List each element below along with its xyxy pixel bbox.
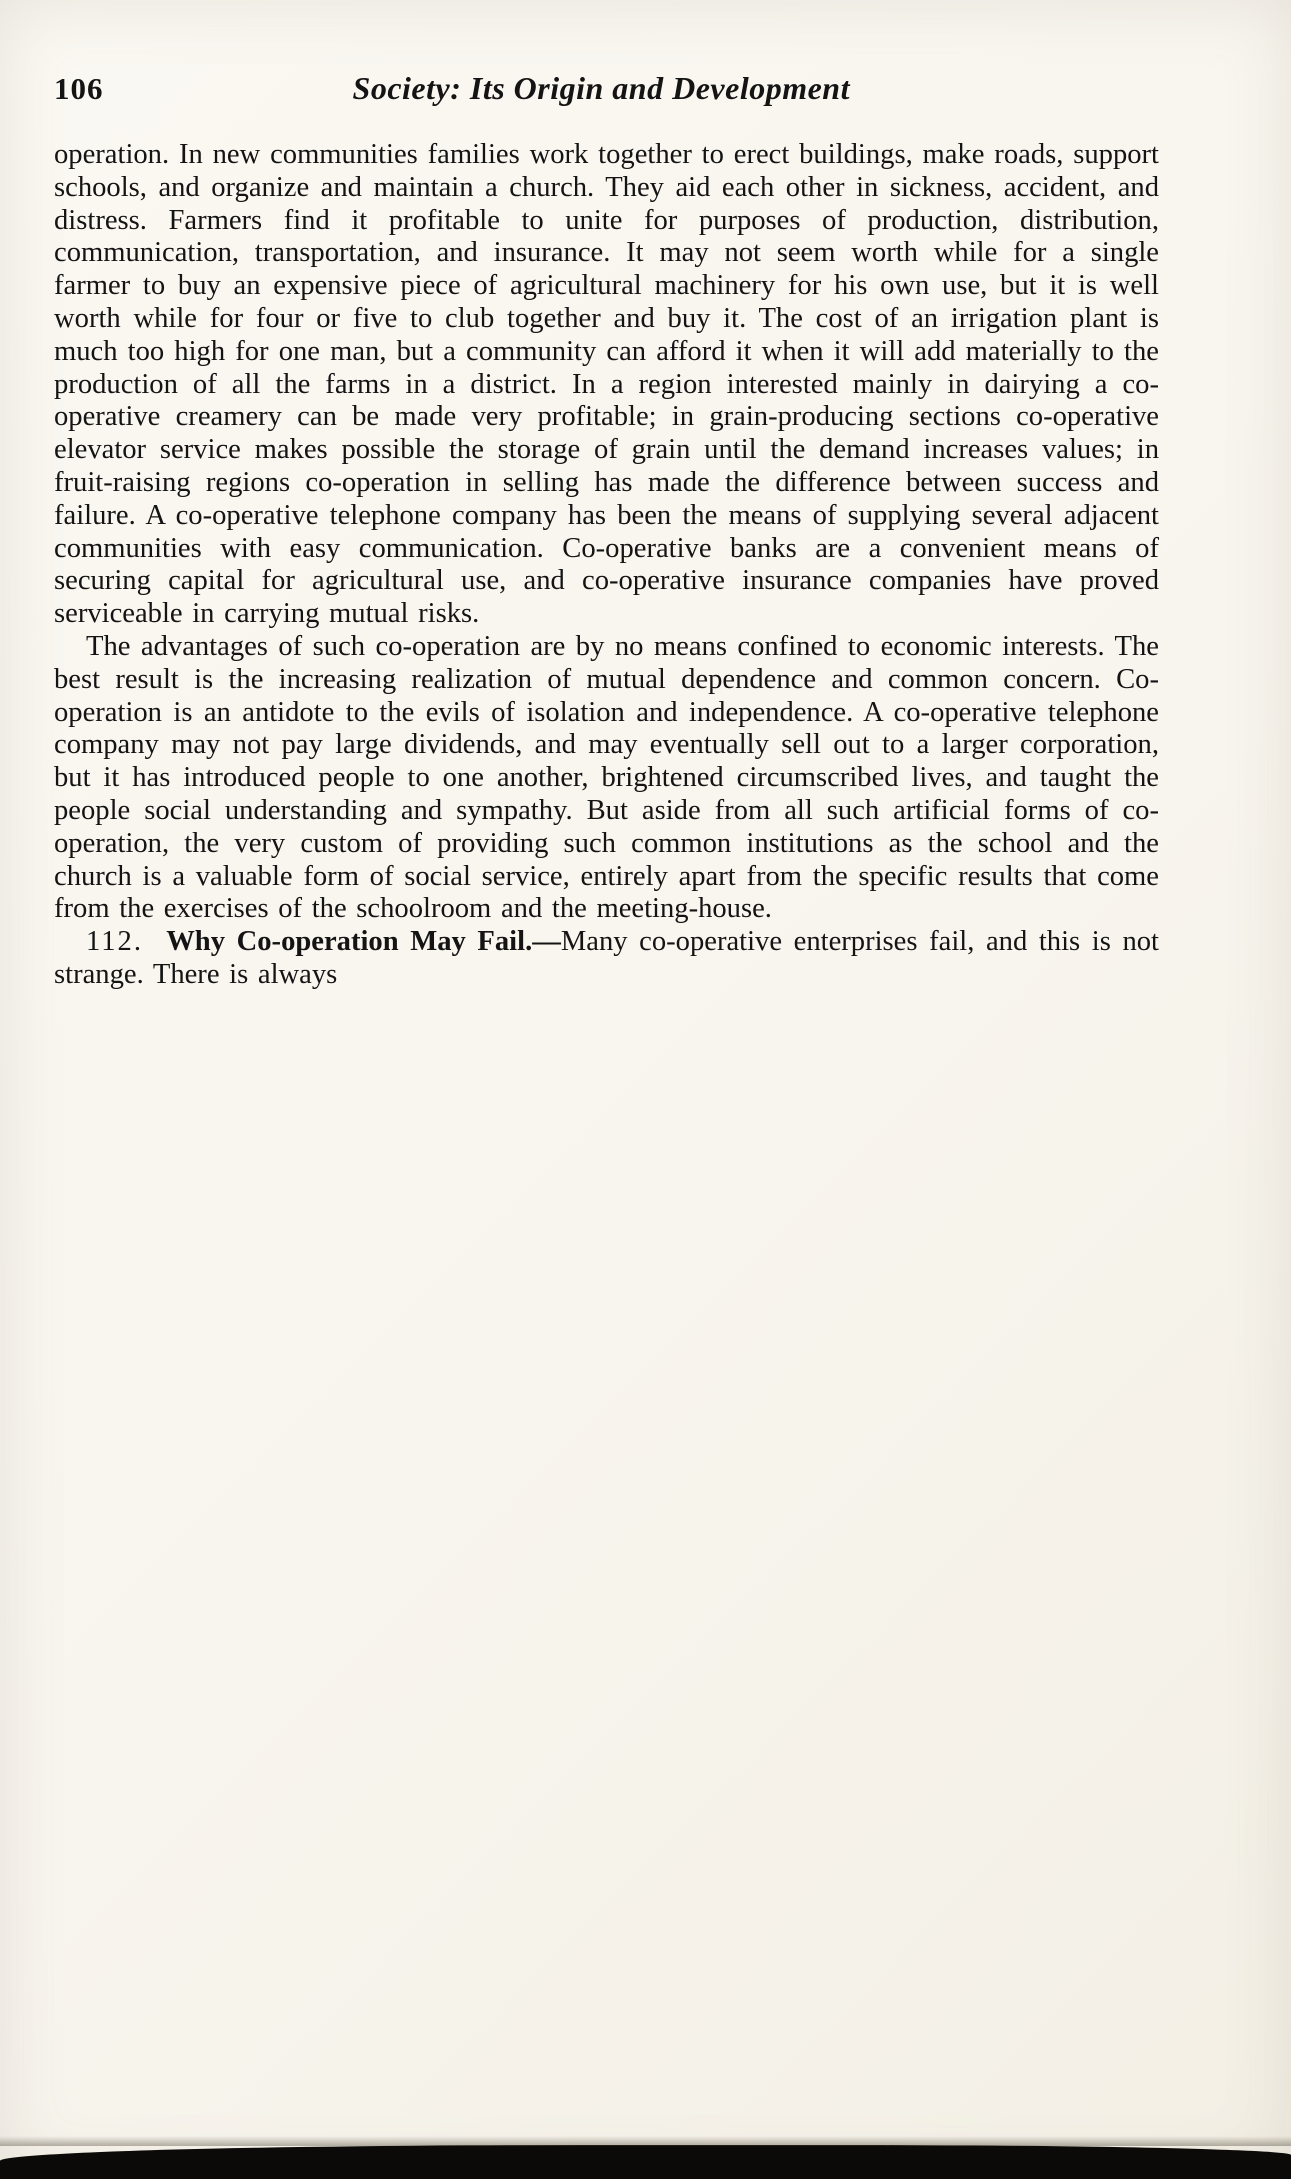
scan-bottom-edge [0,2145,1291,2179]
paragraph-cooperation-advantages: The advantages of such co-operation are by no means confined to economic interests. The best result is the increasing realization of mutual dependence and common concern. Co-operation is an antidote to the evils of isolation and independence. A co-operative telephone company may not pay large dividends, and may eventually sell out to a larger corporation, but it has introduced people to one another, brightened circumscribed lives, and taught the people social understanding and sympathy. But aside from all such artificial forms of co-operation, the very custom of providing such common institutions as the school and the church is a valuable form of social service, entirely apart from the specific results that come from the exercises of the schoolroom and the meeting-house. [54,630,1159,925]
page-header [54,70,1159,107]
page-number: 106 [54,71,104,106]
paragraph-section-112 [54,926,1159,992]
paragraph-cooperation-benefits: operation. In new communities families work together to erect buildings, make roads, support schools, and organize and maintain a church. They aid each other in sickness, accident, and distress. Farmers find it profitable to unite for purposes of production, distribution, communication, transportation, and insurance. It may not seem worth while for a single farmer to buy an expensive piece of agricultural machinery for his own use, but it is well worth while for four or five to club together and buy it. The cost of an irrigation plant is much too high for one man, but a community can afford it when it will add materially to the production of all the farms in a district. In a region interested mainly in dairying a co-operative creamery can be made very profitable; in grain-producing sections co-operative elevator service makes possible the storage of grain until the demand increases values; in fruit-raising regions co-operation in selling has made the difference between success and failure. A co-operative telephone company has been the means of supplying several adjacent communities with easy communication. Co-operative banks are a convenient means of securing capital for agricultural use, and co-operative insurance companies have proved serviceable in carrying mutual risks. [54,139,1159,630]
section-text: Many co-operative enterprises fail, and this is not strange. There is always [54,926,1160,990]
section-heading: Why Co-operation May Fail.— [166,926,561,958]
section-number: 112. [86,926,143,958]
running-title: Society: Its Origin and Development [352,70,850,106]
